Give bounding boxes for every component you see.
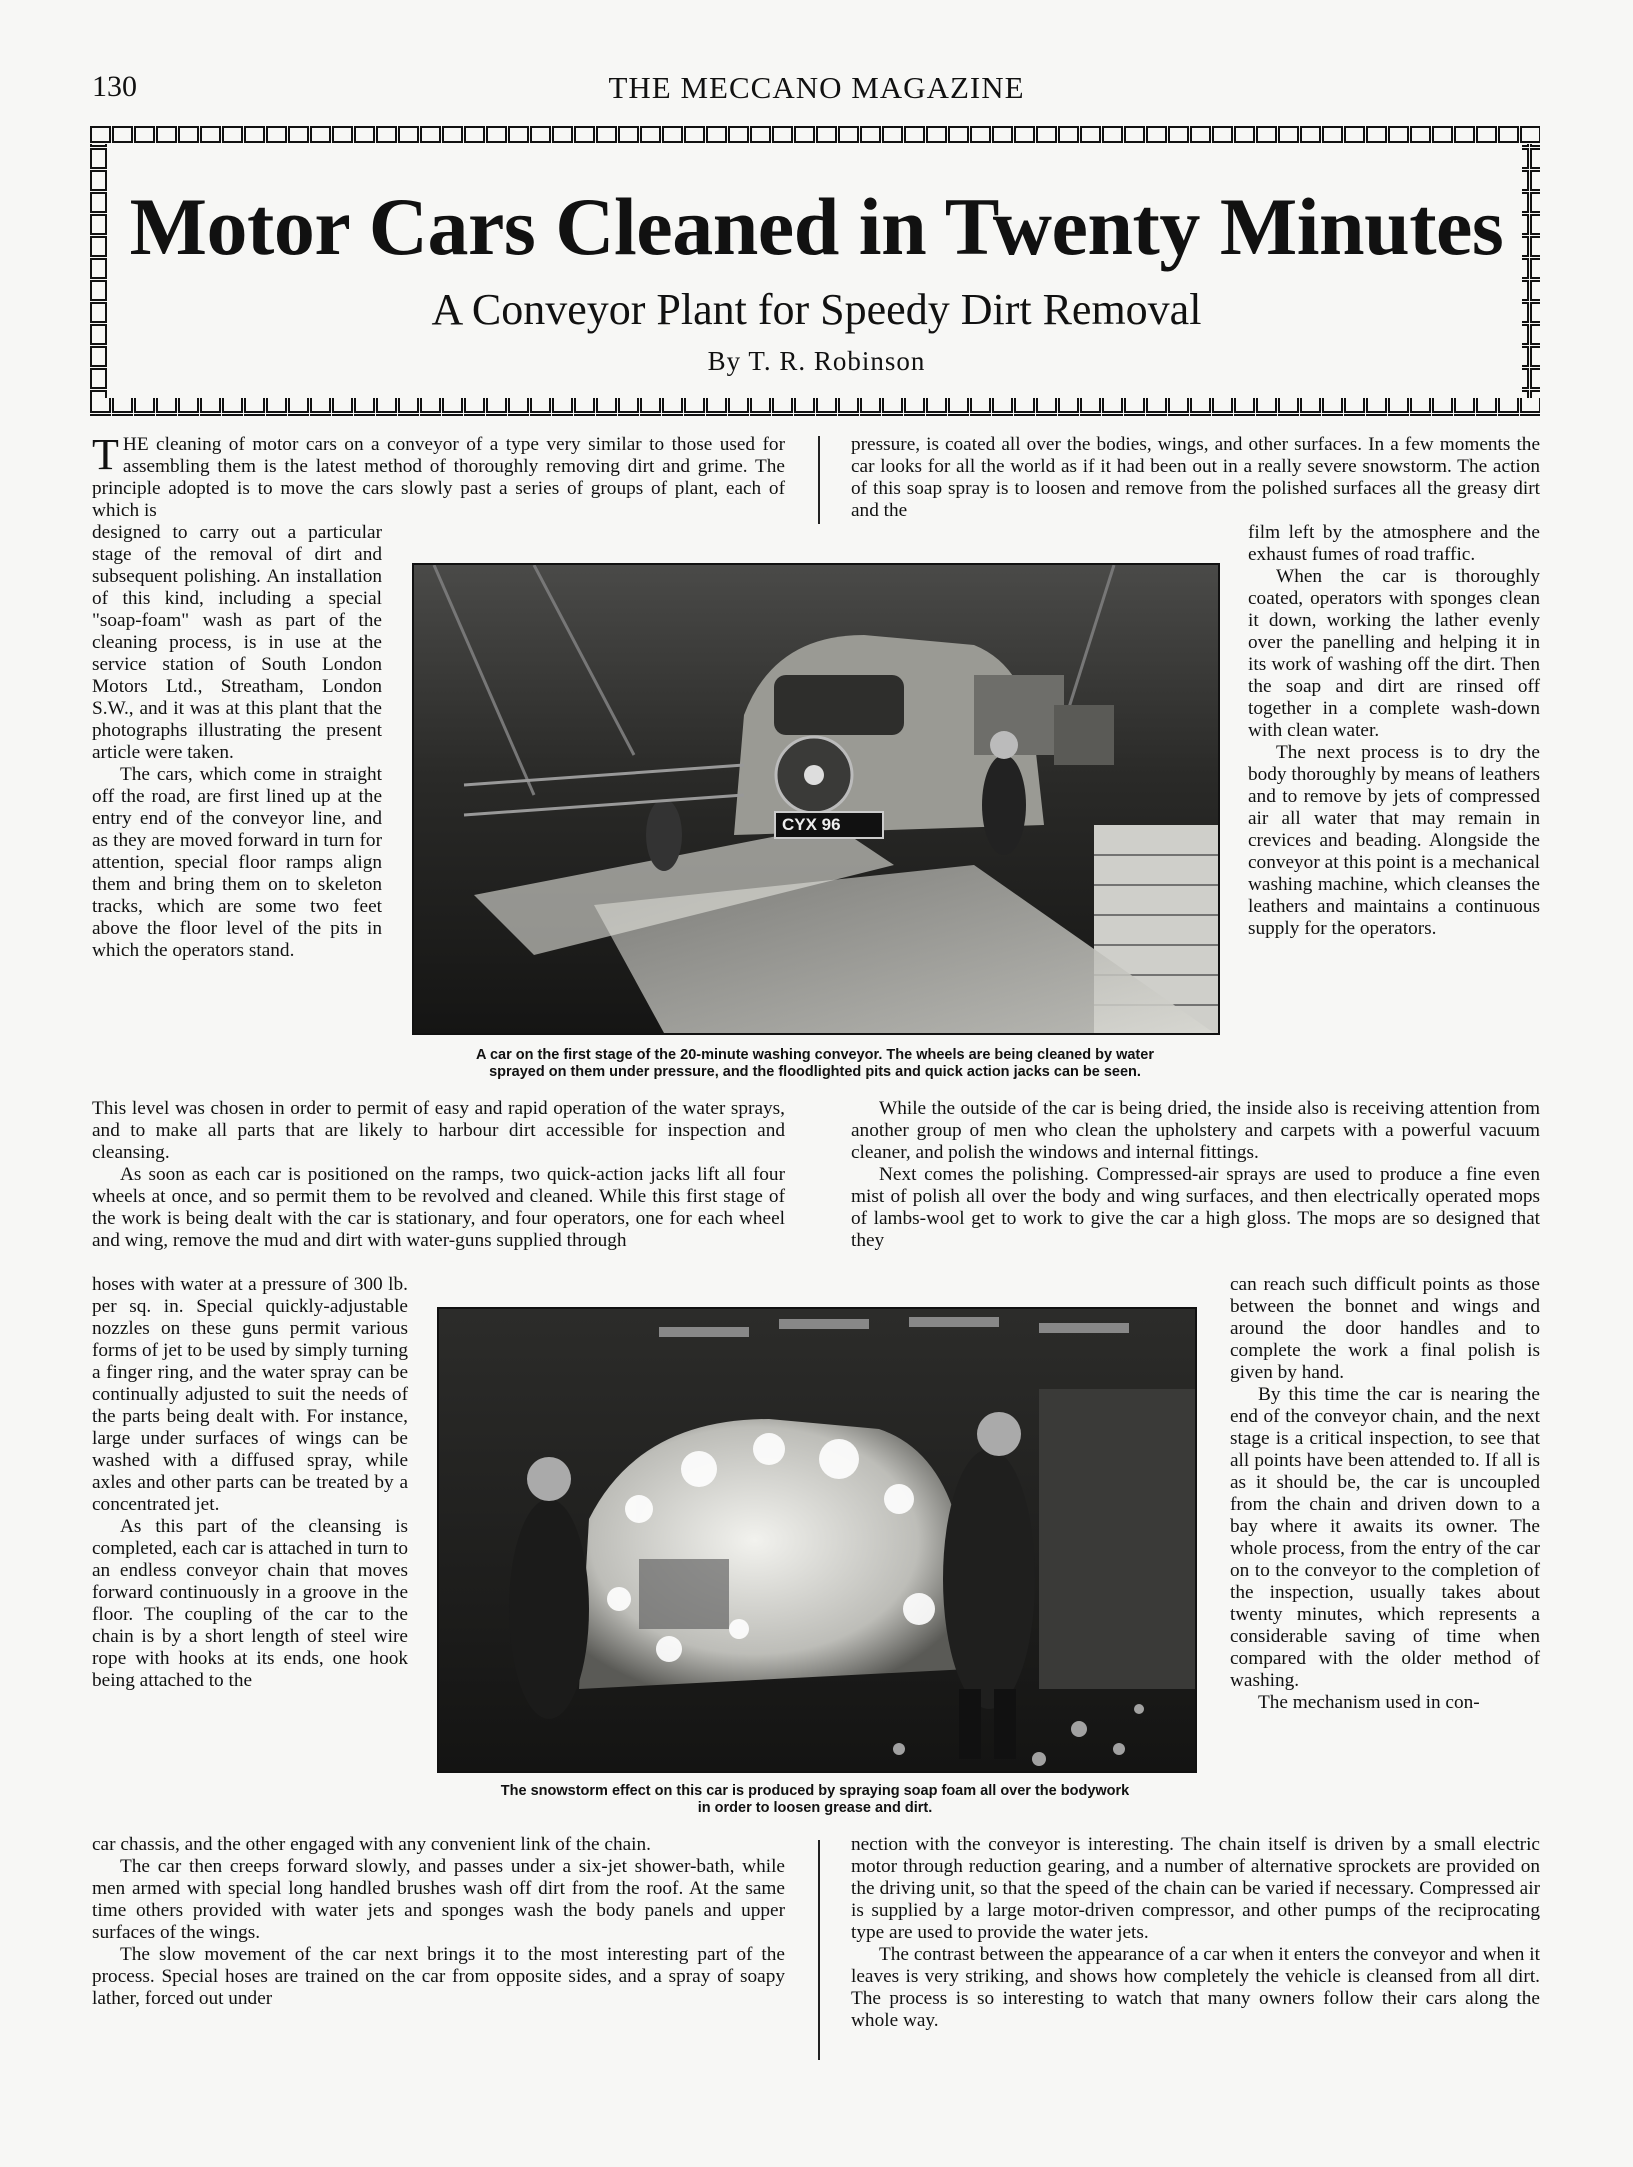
caption-line: The snowstorm effect on this car is produced by spraying soap foam all over the bodywork — [500, 1783, 1130, 1799]
paragraph: When the car is thoroughly coated, operators with sponges clean it down, working the lather evenly over the panelling and helping it in its work of washing off the dirt. Then the soap and dirt are rinsed off together in a complete wash-down with clean water. — [1248, 566, 1540, 741]
photo1-caption — [400, 1047, 1230, 1081]
paragraph: This level was chosen in order to permit of easy and rapid operation of the water sprays, and to make all parts that are likely to harbour dirt accessible for inspection and cleansing. — [92, 1098, 785, 1163]
left-col-narrow-1 — [92, 522, 382, 962]
paragraph: designed to carry out a particular stage of the removal of dirt and subsequent polishing. An installation of this kind, including a special "soap-foam" wash as part of the cleaning process, is in use at the service station of South London Motors Ltd., Streatham, London S.W., and it was at this plant that the photographs illustrating the present article were taken. — [92, 522, 382, 763]
paragraph: The next process is to dry the body thoroughly by means of leathers and to remove by jets of compressed air all water that may remain in crevices and beading. Alongside the conveyor at this point is a mechanical washing machine, which cleanses the leathers and maintains a continuous supply for the operators. — [1248, 742, 1540, 939]
paragraph: hoses with water at a pressure of 300 lb. per sq. in. Special quickly-adjustable nozzles on these guns permit various forms of jet to be used by simply turning a finger ring, and the water spray can be continually adjusted to suit the needs of the parts being dealt with. For instance, large under surfaces of wings can be washed with a diffused spray, while axles and other parts can be treated by a concentrated jet. — [92, 1274, 408, 1515]
right-col-bottom — [851, 1834, 1540, 2032]
caption-line: A car on the first stage of the 20-minute washing conveyor. The wheels are being cleaned by water — [476, 1047, 1154, 1063]
right-col-top — [851, 434, 1540, 522]
paragraph: The mechanism used in con- — [1258, 1692, 1480, 1713]
license-plate: CYX 96 — [774, 811, 884, 839]
paragraph: As soon as each car is positioned on the ramps, two quick-action jacks lift all four wheels at once, and so permit them to be revolved and cleaned. While this first stage of the work is being dealt with the car is stationary, and four operators, one for each wheel and wing, remove the mud and dirt with water-guns supplied through — [92, 1164, 785, 1251]
photo-soap-foam-car — [437, 1307, 1197, 1773]
photo-car-wash-conveyor — [412, 563, 1220, 1035]
left-col-bottom — [92, 1834, 785, 2010]
column-rule — [818, 1840, 820, 2060]
caption-line: in order to loosen grease and dirt. — [697, 1800, 933, 1816]
paragraph: As this part of the cleansing is completed, each car is attached in turn to an endless conveyor chain that moves forward continuously in a groove in the floor. The coupling of the car to the chain is by a short length of steel wire rope with hooks at its ends, one hook being attached to the — [92, 1516, 408, 1691]
byline: By T. R. Robinson — [707, 346, 926, 376]
paragraph: film left by the atmosphere and the exhaust fumes of road traffic. — [1248, 522, 1540, 565]
caption-line: sprayed on them under pressure, and the floodlighted pits and quick action jacks can be seen. — [489, 1064, 1141, 1080]
paragraph: The contrast between the appearance of a car when it enters the conveyor and when it leaves is very striking, and shows how completely the vehicle is cleansed from all dirt. The process is so interesting to watch that many owners follow their cars along the whole way. — [851, 1944, 1540, 2031]
right-col-narrow-1 — [1248, 522, 1540, 940]
paragraph: The slow movement of the car next brings it to the most interesting part of the process. Special hoses are trained on the car from opposite sides, and a spray of soapy lather, forced out under — [92, 1944, 785, 2009]
right-col-narrow-2 — [1230, 1274, 1540, 1714]
paragraph: While the outside of the car is being dried, the inside also is receiving attention from another group of men who clean the upholstery and carpets with a powerful vacuum cleaner, and polish the windows and internal fittings. — [851, 1098, 1540, 1163]
paragraph: The cars, which come in straight off the road, are first lined up at the entry end of the conveyor line, and as they are moved forward in turn for attention, special floor ramps align them and bring them on to skeleton tracks, which are some two feet above the floor level of the pits in which the operators stand. — [92, 764, 382, 961]
headline: Motor Cars Cleaned in Twenty Minutes — [129, 181, 1504, 272]
left-col-top — [92, 430, 785, 522]
paragraph: car chassis, and the other engaged with any convenient link of the chain. — [92, 1834, 651, 1855]
left-col-mid — [92, 1098, 785, 1252]
drop-cap: T — [92, 430, 119, 479]
photo2-caption — [420, 1783, 1210, 1817]
left-col-narrow-2 — [92, 1274, 408, 1692]
paragraph: nection with the conveyor is interesting. The chain itself is driven by a small electric motor through reduction gearing, and a number of alternative sprockets are provided on the driving unit, so that the speed of the chain can be varied if necessary. Compressed air is supplied by a large motor-driven compressor, and other pumps of the reciprocating type are used to provide the water jets. — [851, 1834, 1540, 1943]
column-rule — [818, 436, 820, 524]
paragraph: can reach such difficult points as those between the bonnet and wings and around the door handles and to complete the work a final polish is given by hand. — [1230, 1274, 1540, 1383]
paragraph: Next comes the polishing. Compressed-air sprays are used to produce a fine even mist of polish all over the body and wing surfaces, and then electrically operated mops of lambs-wool get to work to give the car a high gloss. The mops are so designed that they — [851, 1164, 1540, 1251]
magazine-title: THE MECCANO MAGAZINE — [608, 70, 1025, 105]
paragraph: HE cleaning of motor cars on a conveyor of a type very similar to those used for assembling them is the latest method of thoroughly removing dirt and grime. The principle adopted is to move the cars slowly past a series of groups of plant, each of which is — [92, 434, 785, 521]
subheadline: A Conveyor Plant for Speedy Dirt Removal — [431, 285, 1202, 334]
paragraph: By this time the car is nearing the end of the conveyor chain, and the next stage is a critical inspection, to see that all points have been attended to. If all is as it should be, the car is uncoupled from the chain and driven down to a bay where it awaits its owner. The whole process, from the entry of the car on to the conveyor to the completion of the inspection, usually takes about twenty minutes, which represents a considerable saving of time when compared with the older method of washing. — [1230, 1384, 1540, 1691]
paragraph: pressure, is coated all over the bodies, wings, and other surfaces. In a few moments the car looks for all the world as if it had been out in a really severe snowstorm. The action of this soap spray is to loosen and remove from the polished surfaces all the greasy dirt and the — [851, 434, 1540, 521]
page-number: 130 — [92, 70, 137, 103]
right-col-mid — [851, 1098, 1540, 1252]
paragraph: The car then creeps forward slowly, and passes under a six-jet shower-bath, while men armed with special long handled brushes wash off dirt from the roof. At the same time others provided with water jets and sponges wash the body panels and upper surfaces of the wings. — [92, 1856, 785, 1943]
